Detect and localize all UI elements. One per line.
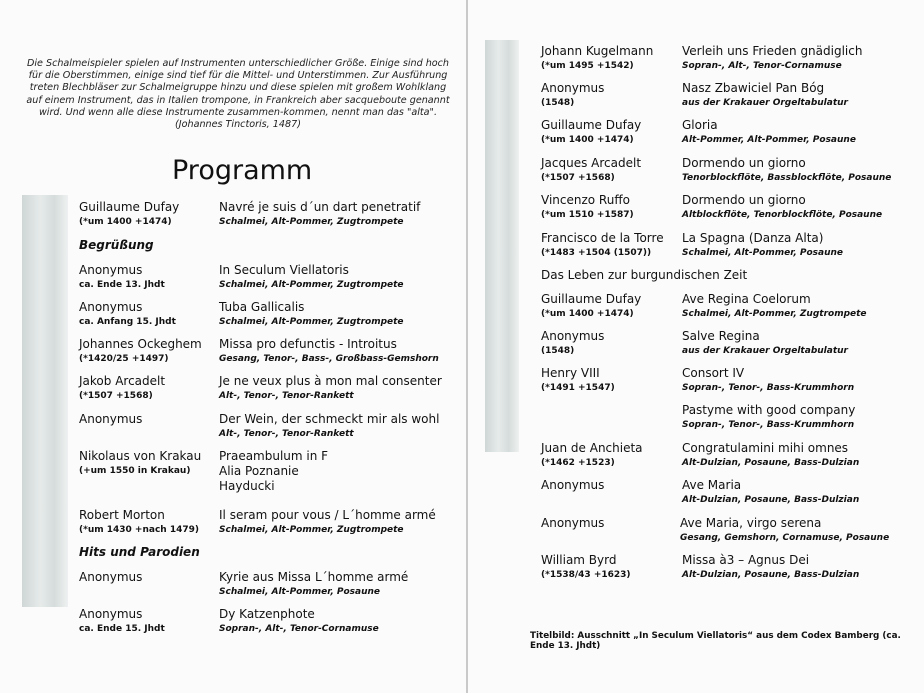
piece-instruments: Gesang, Tenor-, Bass-, Großbass-Gemshorn	[219, 354, 439, 364]
program-entry-piece	[680, 516, 889, 545]
composer-name: Francisco de la Torre	[541, 231, 664, 245]
composer-dates: ca. Anfang 15. Jhdt	[79, 317, 176, 327]
composer-dates: (*1483 +1504 (1507))	[541, 248, 652, 258]
program-entry-piece	[219, 200, 420, 229]
program-entry-composer	[79, 570, 142, 585]
composer-dates: (*um 1430 +nach 1479)	[79, 525, 199, 535]
composer-name: Anonymus	[79, 607, 143, 621]
composer-name: Vincenzo Ruffo	[541, 193, 630, 207]
composer-name: Anonymus	[541, 478, 605, 492]
piece-instruments: Gesang, Gemshorn, Cornamuse, Posaune	[680, 533, 890, 543]
piece-title: Dormendo un giorno	[682, 156, 806, 170]
tinctoris-quote	[18, 58, 458, 131]
piece-title: Ave Regina Coelorum	[682, 292, 811, 306]
piece-title: Je ne veux plus à mon mal consenter	[219, 374, 442, 388]
quote-line: auf einem Instrument, das in Italien trompone, in Frankreich aber sacqueboute genannt	[26, 94, 450, 106]
program-entry-piece	[682, 478, 859, 507]
composer-dates: (*um 1400 +1474)	[79, 217, 172, 227]
piece-instruments: Tenorblockflöte, Bassblockflöte, Posaune	[682, 173, 892, 183]
program-entry-composer	[79, 263, 165, 292]
piece-instruments: Alt-Dulzian, Posaune, Bass-Dulzian	[682, 495, 860, 505]
composer-name: Anonymus	[541, 329, 605, 343]
composer-dates: (*1538/43 +1623)	[541, 570, 631, 580]
piece-title: Consort IV	[682, 366, 745, 380]
program-entry-piece	[682, 81, 848, 110]
composer-name: Anonymus	[79, 300, 143, 314]
composer-name: Guillaume Dufay	[541, 118, 642, 132]
piece-instruments: Alt-Pommer, Alt-Pommer, Posaune	[682, 135, 856, 145]
program-entry-piece	[219, 449, 328, 494]
piece-title: Praeambulum in F	[219, 449, 329, 463]
program-entry-piece	[219, 508, 436, 537]
piece-title: Hayducki	[219, 479, 275, 493]
piece-instruments: Sopran-, Alt-, Tenor-Cornamuse	[219, 624, 379, 634]
composer-dates: (*1507 +1568)	[79, 391, 153, 401]
composer-name: Johann Kugelmann	[541, 44, 654, 58]
piece-instruments: Schalmei, Alt-Pommer, Posaune	[682, 248, 844, 258]
page-title: Programm	[172, 155, 313, 186]
composer-dates: ca. Ende 13. Jhdt	[79, 280, 165, 290]
piece-instruments: Alt-, Tenor-, Tenor-Rankett	[219, 391, 354, 401]
composer-dates: ca. Ende 15. Jhdt	[79, 624, 165, 634]
program-entry-composer	[541, 193, 634, 222]
piece-instruments: Schalmei, Alt-Pommer, Zugtrompete	[682, 309, 867, 319]
composer-name: William Byrd	[541, 553, 617, 567]
piece-title: Missa pro defunctis - Introitus	[219, 337, 397, 351]
program-entry-piece	[682, 118, 856, 147]
program-entry-composer	[541, 44, 653, 73]
program-entry-composer	[541, 516, 604, 531]
composer-dates: (1548)	[541, 346, 575, 356]
piece-instruments: aus der Krakauer Orgeltabulatur	[682, 98, 848, 108]
piece-title: Alia Poznanie	[219, 464, 299, 478]
composer-dates: (*um 1400 +1474)	[541, 309, 634, 319]
composer-name: Anonymus	[79, 570, 143, 584]
program-entry-composer	[541, 231, 664, 260]
composer-dates: (*1462 +1523)	[541, 458, 615, 468]
piece-title: In Seculum Viellatoris	[219, 263, 349, 277]
piece-title: Congratulamini mihi omnes	[682, 441, 849, 455]
piece-title: Tuba Gallicalis	[219, 300, 305, 314]
program-entry-composer	[541, 156, 641, 185]
section-heading: Hits und Parodien	[79, 545, 200, 559]
program-entry-piece	[682, 231, 843, 260]
program-entry-piece	[219, 300, 404, 329]
program-entry-piece	[682, 441, 859, 470]
program-entry-composer	[541, 118, 641, 147]
section-heading: Das Leben zur burgundischen Zeit	[541, 268, 748, 282]
piece-instruments: Sopran-, Tenor-, Bass-Krummhorn	[682, 420, 855, 430]
piece-instruments: Schalmei, Alt-Pommer, Posaune	[219, 587, 381, 597]
program-entry-composer	[79, 607, 165, 636]
piece-title: La Spagna (Danza Alta)	[682, 231, 824, 245]
piece-instruments: aus der Krakauer Orgeltabulatur	[682, 346, 848, 356]
piece-instruments: Sopran-, Alt-, Tenor-Cornamuse	[682, 61, 842, 71]
composer-name: Anonymus	[79, 412, 143, 426]
piece-title: Salve Regina	[682, 329, 760, 343]
program-entry-composer	[541, 441, 643, 470]
composer-name: Juan de Anchieta	[541, 441, 643, 455]
program-entry-composer	[541, 366, 615, 395]
piece-title: Il seram pour vous / L´homme armé	[219, 508, 436, 522]
piece-instruments: Schalmei, Alt-Pommer, Zugtrompete	[219, 525, 404, 535]
program-entry-composer	[79, 449, 201, 478]
program-entry-piece	[682, 366, 854, 395]
composer-name: Anonymus	[541, 516, 605, 530]
program-entry-composer	[541, 553, 631, 582]
piece-instruments: Schalmei, Alt-Pommer, Zugtrompete	[219, 280, 404, 290]
composer-name: Nikolaus von Krakau	[79, 449, 202, 463]
program-entry-composer	[541, 478, 604, 493]
composer-dates: (*1420/25 +1497)	[79, 354, 169, 364]
quote-line: für die Oberstimmen, einige sind tief für die Mittel- und Unterstimmen. Zur Ausführung	[28, 70, 448, 82]
composer-name: Jakob Arcadelt	[79, 374, 166, 388]
piece-title: Pastyme with good company	[682, 403, 856, 417]
composer-name: Henry VIII	[541, 366, 600, 380]
composer-name: Robert Morton	[79, 508, 165, 522]
piece-title: Gloria	[682, 118, 718, 132]
piece-title: Verleih uns Frieden gnädiglich	[682, 44, 863, 58]
piece-title: Dy Katzenphote	[219, 607, 315, 621]
quote-line: treten Blechbläser zur Schalmeigruppe hinzu und diese spielen mit großem Wohlklang	[29, 82, 447, 94]
piece-title: Kyrie aus Missa L´homme armé	[219, 570, 409, 584]
statue-photo-strip	[485, 40, 519, 452]
composer-name: Anonymus	[541, 81, 605, 95]
composer-name: Jacques Arcadelt	[541, 156, 642, 170]
program-entry-piece	[682, 403, 855, 432]
program-entry-piece	[219, 337, 439, 366]
piece-instruments: Altblockflöte, Tenorblockflöte, Posaune	[682, 210, 883, 220]
quote-line: Die Schalmeispieler spielen auf Instrumenten unterschiedlicher Größe. Einige sind hoch	[26, 58, 450, 69]
composer-name: Johannes Ockeghem	[79, 337, 202, 351]
composer-dates: (+um 1550 in Krakau)	[79, 466, 191, 476]
composer-dates: (1548)	[541, 98, 575, 108]
program-entry-piece	[682, 553, 859, 582]
composer-name: Guillaume Dufay	[79, 200, 180, 214]
program-entry-composer	[79, 337, 202, 366]
composer-dates: (*um 1510 +1587)	[541, 210, 634, 220]
piece-title: Dormendo un giorno	[682, 193, 806, 207]
program-entry-piece	[219, 374, 442, 403]
program-entry-piece	[682, 329, 848, 358]
piece-instruments: Sopran-, Tenor-, Bass-Krummhorn	[682, 383, 855, 393]
piece-instruments: Schalmei, Alt-Pommer, Zugtrompete	[219, 217, 404, 227]
program-entry-piece	[219, 570, 408, 599]
cover-image-caption: Titelbild: Ausschnitt „In Seculum Viellatoris“ aus dem Codex Bamberg (ca. Ende 13. Jhdt)	[530, 631, 901, 651]
piece-title: Ave Maria	[682, 478, 742, 492]
program-entry-composer	[79, 200, 179, 229]
section-heading: Begrüßung	[79, 238, 154, 252]
composer-name: Anonymus	[79, 263, 143, 277]
composer-name: Guillaume Dufay	[541, 292, 642, 306]
piece-title: Nasz Zbawiciel Pan Bóg	[682, 81, 825, 95]
piece-instruments: Alt-Dulzian, Posaune, Bass-Dulzian	[682, 570, 860, 580]
piece-title: Der Wein, der schmeckt mir als wohl	[219, 412, 440, 426]
program-entry-piece	[682, 44, 862, 73]
program-entry-piece	[219, 607, 379, 636]
piece-instruments: Schalmei, Alt-Pommer, Zugtrompete	[219, 317, 404, 327]
program-entry-composer	[541, 329, 604, 358]
program-entry-piece	[682, 292, 867, 321]
composer-dates: (*um 1495 +1542)	[541, 61, 634, 71]
quote-line: wird. Und wenn alle diese Instrumente zusammen-kommen, nennt man das "alta".	[38, 106, 438, 118]
piece-title: Missa à3 – Agnus Dei	[682, 553, 810, 567]
program-entry-piece	[682, 193, 882, 222]
program-entry-composer	[541, 292, 641, 321]
program-entry-composer	[79, 300, 176, 329]
piece-instruments: Alt-, Tenor-, Tenor-Rankett	[219, 429, 354, 439]
program-entry-composer	[541, 81, 604, 110]
program-entry-composer	[79, 412, 142, 427]
composer-dates: (*1507 +1568)	[541, 173, 615, 183]
program-entry-composer	[79, 374, 165, 403]
program-entry-piece	[219, 263, 404, 292]
composer-dates: (*1491 +1547)	[541, 383, 615, 393]
piece-title: Navré je suis d´un dart penetratif	[219, 200, 421, 214]
program-entry-piece	[219, 412, 439, 441]
program-entry-composer	[79, 508, 199, 537]
statue-photo-strip	[22, 195, 68, 607]
composer-dates: (*um 1400 +1474)	[541, 135, 634, 145]
program-entry-piece	[682, 156, 891, 185]
quote-source: (Johannes Tinctoris, 1487)	[175, 119, 301, 131]
piece-title: Ave Maria, virgo serena	[680, 516, 822, 530]
piece-instruments: Alt-Dulzian, Posaune, Bass-Dulzian	[682, 458, 860, 468]
